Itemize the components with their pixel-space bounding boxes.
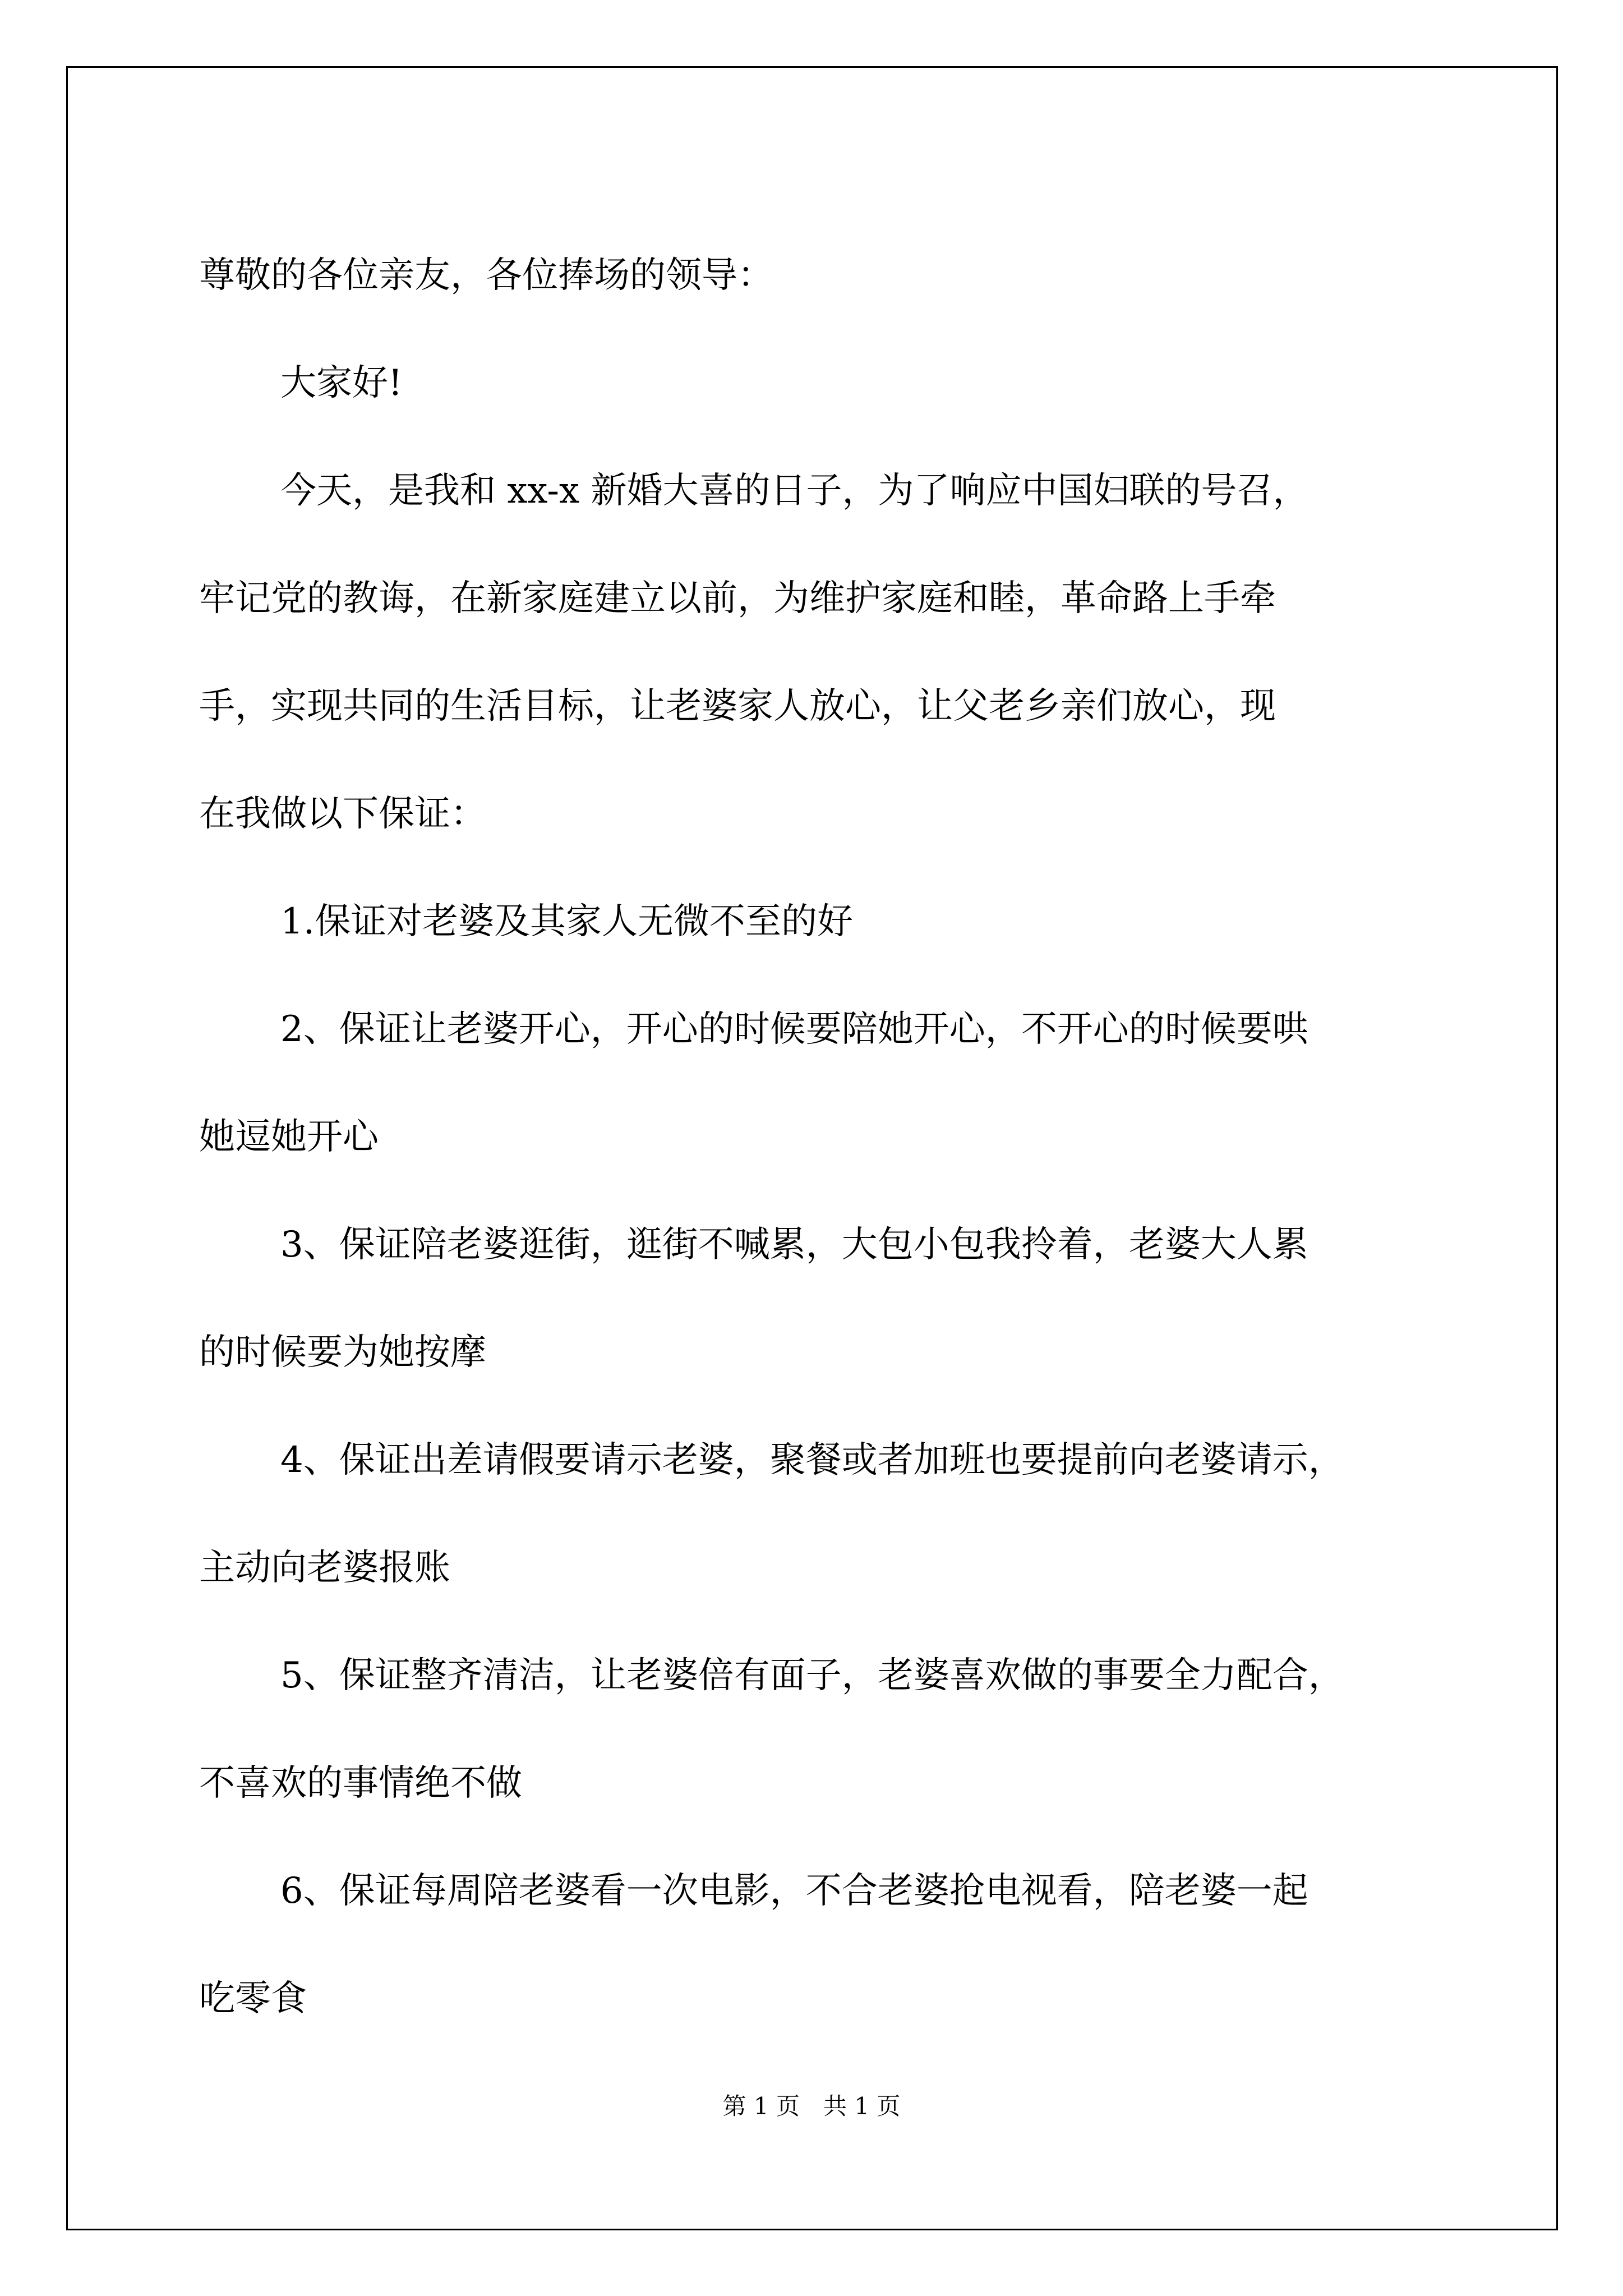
promise-item-4: 4、保证出差请假要请示老婆，聚餐或者加班也要提前向老婆请示， xyxy=(280,1439,1344,1481)
paragraph-greeting: 大家好! xyxy=(280,362,403,404)
promise-item-4-continued: 主动向老婆报账 xyxy=(199,1547,450,1589)
page-number-footer: 第 1 页 共 1 页 xyxy=(722,2092,901,2120)
promise-item-2-continued: 她逗她开心 xyxy=(199,1116,379,1158)
promise-item-5: 5、保证整齐清洁，让老婆倍有面子，老婆喜欢做的事要全力配合， xyxy=(280,1655,1344,1696)
promise-item-6-continued: 吃零食 xyxy=(199,1978,307,2019)
paragraph-line: 手，实现共同的生活目标，让老婆家人放心，让父老乡亲们放心，现 xyxy=(199,685,1276,727)
paragraph-line: 牢记党的教诲，在新家庭建立以前，为维护家庭和睦，革命路上手牵 xyxy=(199,578,1276,619)
paragraph-line: 在我做以下保证： xyxy=(199,793,486,835)
promise-item-3-continued: 的时候要为她按摩 xyxy=(199,1332,486,1373)
promise-item-3: 3、保证陪老婆逛街，逛街不喊累，大包小包我拎着，老婆大人累 xyxy=(280,1224,1308,1266)
promise-item-6: 6、保证每周陪老婆看一次电影，不合老婆抢电视看，陪老婆一起 xyxy=(280,1870,1308,1912)
paragraph-salutation: 尊敬的各位亲友，各位捧场的领导： xyxy=(199,255,773,296)
paragraph-line: 今天，是我和 xx-x 新婚大喜的日子，为了响应中国妇联的号召， xyxy=(280,470,1309,512)
document-body xyxy=(199,222,1433,2053)
promise-item-5-continued: 不喜欢的事情绝不做 xyxy=(199,1763,522,1804)
promise-item-2: 2、保证让老婆开心，开心的时候要陪她开心，不开心的时候要哄 xyxy=(280,1009,1308,1050)
promise-item-1: 1.保证对老婆及其家人无微不至的好 xyxy=(280,901,854,942)
